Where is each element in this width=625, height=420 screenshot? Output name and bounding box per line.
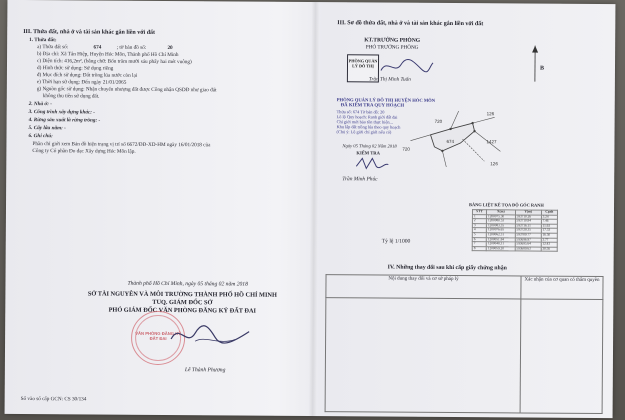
lower-signer: Trần Minh Phúc bbox=[342, 176, 378, 183]
survey-line-1: PHÒNG QUẢN LÝ ĐÔ THỊ HUYỆN HÓC MÔN bbox=[336, 97, 436, 103]
address-line: b) Địa chỉ: Xã Tân Hiệp, Huyện Hóc Môn, Thành phố Hồ Chí Minh bbox=[37, 51, 179, 59]
coord-cell: 3.77 bbox=[541, 238, 557, 243]
survey-line-3: Thửa số: 674 Tờ bản đồ: 20 bbox=[336, 109, 385, 115]
right-section-title: III. Sơ đồ thửa đất, nhà ở và tài sản khác gắn liền với đất bbox=[337, 20, 484, 28]
changes-header-content: Nội dung thay đổi và cơ sở pháp lý bbox=[326, 275, 521, 299]
coord-cell: 593696.97 bbox=[515, 237, 541, 242]
signature-right-upper bbox=[377, 54, 437, 76]
coord-table-title: BẢNG LIỆT KÊ TỌA ĐỘ GÓC RANH bbox=[469, 202, 544, 208]
coord-cell: 11.92 bbox=[541, 224, 557, 229]
term-line: e) Thời hạn sử dụng: Đến ngày 21/01/2065 bbox=[36, 79, 127, 86]
map-sheet-number: 20 bbox=[167, 45, 173, 52]
coord-cell: 1200075.30 bbox=[487, 214, 516, 219]
coord-cell: 593695.64 bbox=[515, 242, 541, 247]
signer-left: Lê Thành Phương bbox=[184, 367, 226, 374]
coord-cell: 593710.84 bbox=[515, 219, 541, 224]
coord-header-cell: Y(m) bbox=[515, 210, 541, 215]
changes-header-confirm: Xác nhận của cơ quan có thẩm quyền bbox=[521, 276, 603, 300]
diagram-label-3: 720 bbox=[402, 146, 410, 152]
north-label: B bbox=[539, 65, 545, 72]
coord-cell: 7.46 bbox=[541, 219, 557, 224]
item-forest: 4. Rừng sản xuất là rừng trồng: - bbox=[28, 117, 101, 124]
authority-line-3: PHÓ GIÁM ĐỐC VĂN PHÒNG ĐĂNG KÝ ĐẤT ĐAI bbox=[108, 306, 257, 315]
changes-table bbox=[325, 274, 604, 414]
item-other-construction: 3. Công trình xây dựng khác: - bbox=[28, 109, 96, 116]
kt-line-2: PHÓ TRƯỞNG PHÒNG bbox=[365, 44, 419, 51]
coord-cell: 1200059.20 bbox=[486, 246, 515, 251]
authority-line-2: TUQ. GIÁM ĐỐC SỞ bbox=[152, 298, 213, 307]
parcel-diagram bbox=[390, 101, 510, 172]
coord-cell: 1200080.53 bbox=[486, 219, 515, 224]
coord-cell: 593689.63 bbox=[515, 247, 541, 252]
coord-cell: 16.50 bbox=[541, 233, 557, 238]
origin-line-2: không thu tiền sử dụng đất. bbox=[42, 93, 100, 100]
coord-cell: 12.43 bbox=[541, 242, 557, 247]
survey-line-2: ĐÃ KIỂM TRA QUY HOẠCH bbox=[340, 103, 405, 109]
diagram-label-2: 674 bbox=[446, 138, 455, 145]
signature-right-lower bbox=[352, 154, 392, 172]
item-perennial-trees: 5. Cây lâu năm: - bbox=[28, 125, 66, 132]
page-fold bbox=[309, 2, 320, 416]
certificate-number: Số vào sổ cấp GCN: CS 30/134 bbox=[20, 395, 87, 403]
coord-cell: 3.24 bbox=[541, 215, 557, 220]
planning-stamp-text: PHÒNG QUẢN LÝ ĐÔ THỊ bbox=[348, 58, 378, 69]
coord-header-cell: Cạnh bbox=[541, 210, 557, 215]
upper-signer: Trần Thị Minh Tuấn bbox=[368, 76, 411, 83]
parcel-number: 674 bbox=[93, 44, 102, 51]
diagram-label-6: 126 bbox=[490, 161, 498, 167]
signature-left bbox=[165, 319, 255, 350]
scale-label: Tỷ lệ 1/1000 bbox=[381, 238, 411, 245]
survey-line-7: (Chủ ý: Lộ giới chỉ giới nếu có) bbox=[336, 129, 392, 135]
map-sheet-label: ; tờ bản đồ số: bbox=[116, 44, 147, 51]
coord-cell: 1200083.35 bbox=[486, 224, 515, 229]
coord-cell: 30.56 bbox=[541, 247, 557, 252]
origin-line-1: g) Nguồn gốc sử dụng: Nhận chuyển nhượng đất được Công nhận QSDĐ như giao đất bbox=[36, 86, 217, 94]
coord-cell: 7 bbox=[472, 242, 486, 247]
north-arrow-icon bbox=[525, 43, 545, 83]
survey-line-4: Lô lộ Quy hoạch: Ranh giới đất đai bbox=[336, 114, 398, 120]
coord-body bbox=[472, 214, 557, 251]
coord-cell: 593709.77 bbox=[515, 233, 541, 238]
kt-line-1: KT.TRƯỞNG PHÒNG bbox=[364, 37, 421, 44]
parcel-prefix: a) Thửa đất số: bbox=[37, 44, 69, 51]
purpose-line: đ) Mục đích sử dụng: Đất trồng lúa nước còn lại bbox=[36, 72, 138, 79]
authority-line-1: SỞ TÀI NGUYÊN VÀ MÔI TRƯỜNG THÀNH PHỐ HỒ CHÍ MINH bbox=[87, 290, 277, 299]
stamp-text-left: VĂN PHÒNG ĐĂNG KÝ ĐẤT ĐAI bbox=[135, 330, 182, 341]
coord-cell: 1200062.31 bbox=[486, 233, 515, 238]
note-line-2: Công ty Cổ phần Đo đạc Xây dựng Hóc Môn lập. bbox=[32, 148, 136, 155]
note-line-1: Phần chỉ giới xem Bản đồ hiện trạng vị trí số 6672/ĐĐ-XD-HM ngày 16/01/2018 của bbox=[32, 141, 211, 149]
coord-cell: 593720.35 bbox=[515, 228, 541, 233]
land-heading: 1. Thửa đất: bbox=[29, 37, 57, 44]
coord-cell: 1200051.84 bbox=[486, 237, 515, 242]
coord-cell: 1200076.65 bbox=[486, 228, 515, 233]
diagram-label-5: 1427 bbox=[486, 139, 497, 145]
coord-header-cell: X(m) bbox=[487, 210, 516, 215]
coord-header-cell: STT bbox=[472, 210, 486, 215]
item-housing: 2. Nhà ở: - bbox=[28, 101, 52, 108]
coord-cell: 593716.11 bbox=[515, 224, 541, 229]
coord-cell: 4 bbox=[472, 228, 486, 233]
coord-row bbox=[472, 246, 557, 251]
usage-form-line: d) Hình thức sử dụng: Sử dụng riêng bbox=[36, 65, 114, 72]
coord-cell: 8 bbox=[472, 246, 486, 251]
diagram-label-1: 720 bbox=[434, 118, 443, 124]
changes-cell-confirm bbox=[520, 299, 603, 414]
left-section-title: III. Thửa đất, nhà ở và tài sản khác gắn liền với đất bbox=[23, 28, 156, 36]
coord-table bbox=[472, 209, 558, 252]
coord-cell: 593710.26 bbox=[515, 215, 541, 220]
survey-line-5: Chỉ giới mới bảo tồn thực hiện... bbox=[336, 119, 393, 125]
survey-line-6: Khu lắp đất trồng lúa theo quy hoạch bbox=[336, 124, 401, 130]
changes-cell-content bbox=[325, 298, 521, 413]
item-notes: 6. Ghi chú: bbox=[28, 133, 53, 140]
coord-cell: 2 bbox=[472, 219, 486, 224]
coord-cell: 5 bbox=[472, 233, 486, 238]
check-label: KIỂM TRA bbox=[356, 150, 380, 156]
coord-cell: 1 bbox=[472, 214, 486, 219]
coord-cell: 3 bbox=[472, 223, 486, 228]
issue-date: Thành phố Hồ Chí Minh, ngày 05 tháng 02 năm 2018 bbox=[127, 280, 248, 288]
coord-cell: 6 bbox=[472, 237, 486, 242]
diagram-label-4: 126 bbox=[486, 111, 495, 117]
area-line: c) Diện tích: 416,2m², (bằng chữ: Bốn trăm mười sáu phẩy hai mét vuông) bbox=[37, 58, 192, 66]
certificate-sheet bbox=[5, 0, 616, 418]
changes-title: IV. Những thay đổi sau khi cấp giấy chứng nhận bbox=[387, 264, 507, 272]
check-date: Ngày 05 Tháng 02 Năm 2018 bbox=[342, 143, 397, 149]
coord-cell: 1200048.31 bbox=[486, 242, 515, 247]
coord-cell: 17.33 bbox=[541, 228, 557, 233]
